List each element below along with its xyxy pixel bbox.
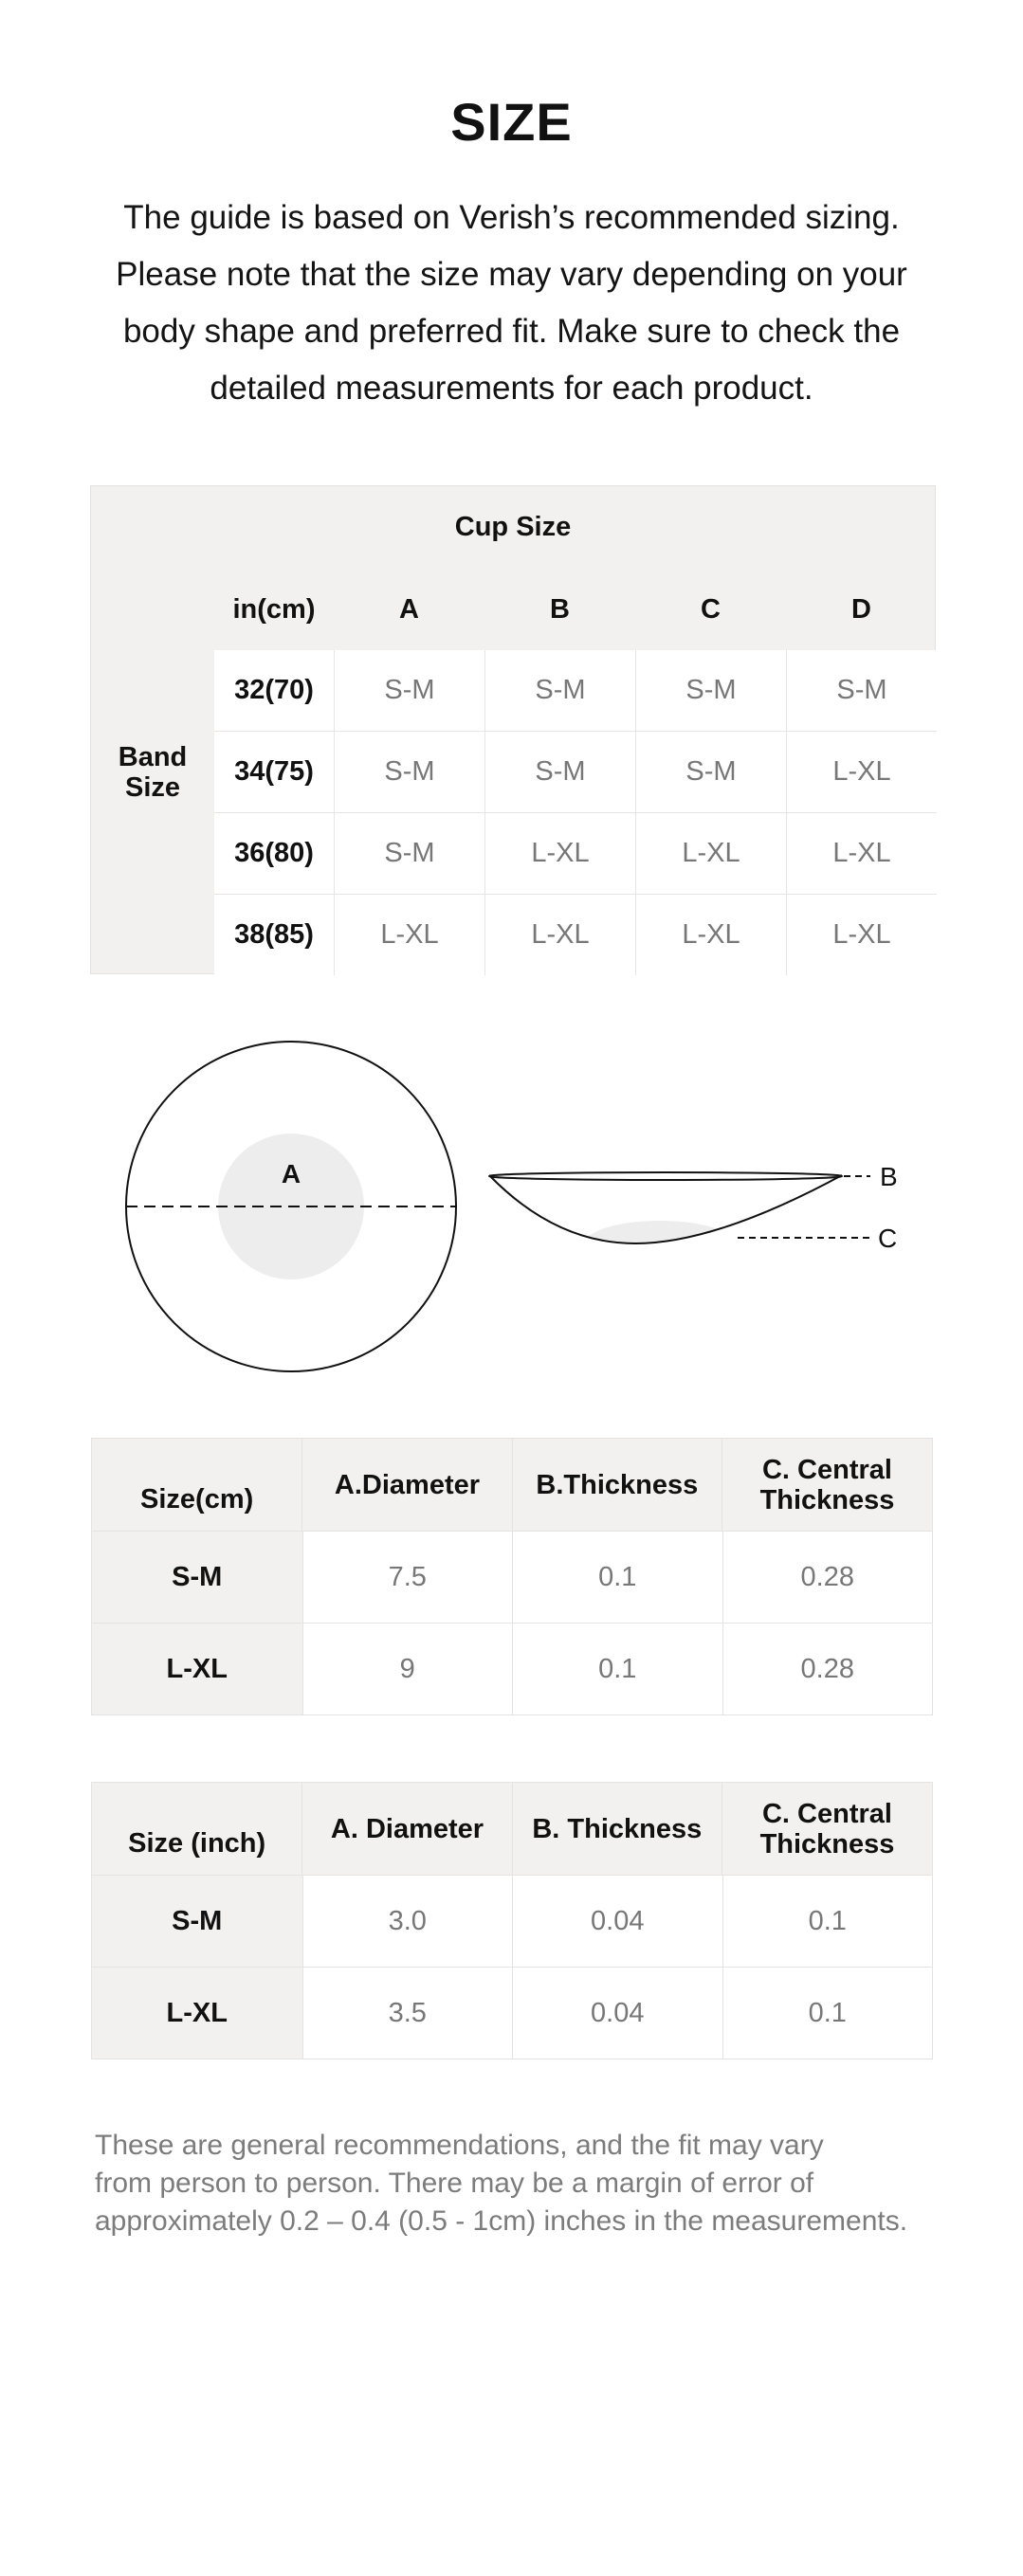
size-cell: S-M — [334, 813, 484, 895]
value-cell: 3.0 — [302, 1875, 513, 1967]
size-cell: L-XL — [635, 813, 786, 895]
size-label-cell: L-XL — [92, 1967, 302, 2059]
table-row — [92, 1875, 932, 1967]
table-header-row — [92, 1783, 932, 1875]
column-header: C — [701, 593, 721, 625]
value-cell: 0.1 — [512, 1531, 722, 1623]
central-thickness-label: C — [878, 1224, 898, 1253]
table-row — [214, 732, 937, 813]
band-size-cell: 38(85) — [234, 919, 314, 950]
page-title: SIZE — [450, 92, 573, 152]
size-cell: S-M — [484, 732, 635, 813]
band-label-line: Size — [124, 771, 181, 803]
intro-line: body shape and preferred fit. Make sure to check the — [122, 313, 901, 350]
size-cell: S-M — [635, 732, 786, 813]
column-header: C. Central Thickness — [722, 1439, 932, 1531]
note-line: These are general recommendations, and the fit may vary — [95, 2130, 824, 2161]
size-cell: S-M — [334, 650, 484, 732]
column-header: B. Thickness — [512, 1783, 722, 1875]
table-row — [92, 1531, 932, 1623]
value-cell: 7.5 — [302, 1531, 513, 1623]
diameter-label: A — [281, 1159, 301, 1188]
band-size-cell: 36(80) — [214, 813, 334, 895]
table-row — [214, 650, 937, 732]
value-cell: 0.04 — [512, 1875, 722, 1967]
value-cell: 3.5 — [302, 1967, 513, 2059]
intro-line: The guide is based on Verish’s recommended sizing. — [123, 199, 900, 236]
column-header: A — [399, 593, 419, 625]
table-header-row — [214, 569, 937, 650]
table-row — [92, 1967, 932, 2059]
band-size-label — [91, 569, 214, 975]
cm-measurement-table — [91, 1438, 933, 1715]
value-cell: 9 — [302, 1623, 513, 1714]
size-cell: S-M — [334, 732, 484, 813]
value-cell: 0.28 — [722, 1623, 933, 1714]
cup-size-title: Cup Size — [454, 512, 572, 542]
pad-side-view — [489, 1162, 898, 1268]
cup-size-table — [90, 485, 936, 974]
band-label-line: Band — [118, 741, 188, 772]
inch-measurement-table — [91, 1782, 933, 2059]
size-cell: L-XL — [484, 813, 635, 895]
table-row — [214, 813, 937, 895]
band-size-cell: 34(75) — [214, 732, 334, 813]
column-header: B.Thickness — [512, 1439, 722, 1531]
size-label-cell: S-M — [92, 1875, 302, 1967]
note-line: approximately 0.2 – 0.4 (0.5 - 1cm) inches in the measurements. — [95, 2205, 908, 2237]
column-header: A.Diameter — [301, 1439, 511, 1531]
column-header: A. Diameter — [301, 1783, 511, 1875]
intro-text — [76, 190, 947, 417]
value-cell: 0.28 — [722, 1531, 933, 1623]
table-header-row — [92, 1439, 932, 1531]
intro-line: Please note that the size may vary depending on your — [116, 256, 907, 293]
column-header: in(cm) — [232, 593, 316, 625]
column-header: B — [550, 593, 570, 625]
table-row — [214, 895, 937, 975]
cup-size-grid — [214, 569, 937, 975]
size-cell: L-XL — [786, 732, 937, 813]
column-header: C. Central Thickness — [722, 1783, 932, 1875]
disclaimer-note — [95, 2127, 948, 2240]
size-cell: L-XL — [786, 813, 937, 895]
pad-measurement-diagram — [0, 1024, 1023, 1393]
column-header: Size(cm) — [92, 1439, 301, 1531]
thickness-label: B — [880, 1162, 898, 1191]
table-row — [92, 1623, 932, 1714]
size-cell: L-XL — [334, 895, 484, 975]
value-cell: 0.1 — [722, 1875, 933, 1967]
size-cell: S-M — [635, 650, 786, 732]
column-header: Size (inch) — [92, 1783, 301, 1875]
intro-line: detailed measurements for each product. — [210, 370, 813, 407]
size-cell: S-M — [484, 650, 635, 732]
value-cell: 0.04 — [512, 1967, 722, 2059]
band-size-cell: 32(70) — [214, 650, 334, 732]
size-cell: L-XL — [635, 895, 786, 975]
size-label-cell: L-XL — [92, 1623, 302, 1714]
size-cell: S-M — [786, 650, 937, 732]
value-cell: 0.1 — [512, 1623, 722, 1714]
size-cell: L-XL — [786, 895, 937, 975]
note-line: from person to person. There may be a margin of error of — [95, 2168, 814, 2199]
column-header: D — [851, 593, 871, 625]
size-label-cell: S-M — [92, 1531, 302, 1623]
pad-front-view — [126, 1042, 456, 1371]
size-cell: L-XL — [484, 895, 635, 975]
value-cell: 0.1 — [722, 1967, 933, 2059]
